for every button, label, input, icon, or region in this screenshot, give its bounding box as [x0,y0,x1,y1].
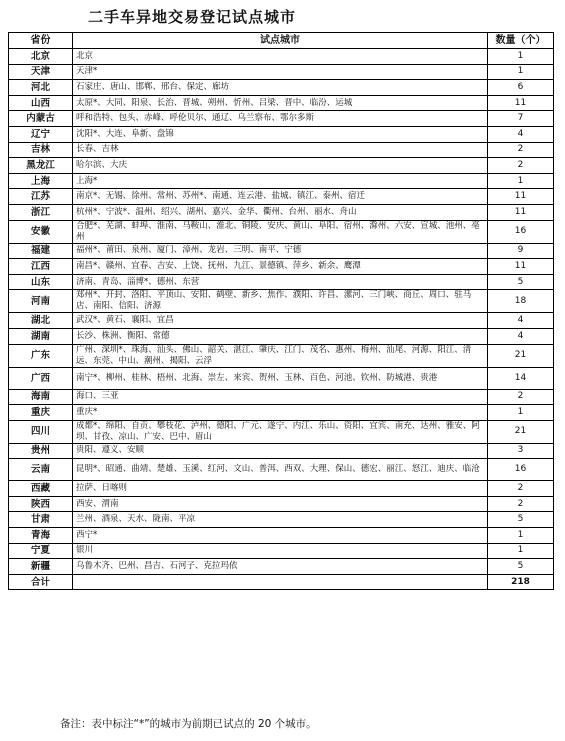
table-row [9,344,554,367]
table-row [9,328,554,344]
cities-cell: 呼和浩特、包头、赤峰、呼伦贝尔、通辽、乌兰察布、鄂尔多斯 [73,111,488,127]
count-cell: 6 [488,80,554,96]
cities-cell: 哈尔滨、大庆 [73,158,488,174]
cities-cell: 天津* [73,64,488,80]
count-cell: 14 [488,367,554,389]
count-cell: 4 [488,313,554,329]
table-row [9,111,554,127]
count-cell: 2 [488,158,554,174]
count-cell: 4 [488,126,554,142]
province-cell: 江苏 [9,189,73,205]
cities-cell: 长春、吉林 [73,142,488,158]
table-row [9,189,554,205]
cities-cell: 昆明*、昭通、曲靖、楚雄、玉溪、红河、文山、普洱、西双、大理、保山、德宏、丽江、怒江、迪庆、临沧 [73,459,488,481]
count-cell: 2 [488,142,554,158]
table-row [9,512,554,528]
province-cell: 云南 [9,459,73,481]
table-row [9,405,554,421]
count-cell: 1 [488,543,554,559]
table-row [9,459,554,481]
count-cell: 1 [488,528,554,544]
count-cell: 2 [488,389,554,405]
table-body [9,49,554,590]
cities-cell: 南昌*、赣州、宜春、吉安、上饶、抚州、九江、景德镇、萍乡、新余、鹰潭 [73,259,488,275]
count-cell: 1 [488,173,554,189]
province-cell: 四川 [9,420,73,443]
province-cell: 内蒙古 [9,111,73,127]
total-cities-cell [73,574,488,590]
cities-cell: 石家庄、唐山、邯郸、邢台、保定、廊坊 [73,80,488,96]
count-cell: 5 [488,274,554,290]
total-label-cell: 合计 [9,574,73,590]
count-cell: 5 [488,559,554,575]
table-row [9,158,554,174]
province-cell: 贵州 [9,443,73,459]
count-cell: 21 [488,344,554,367]
cities-cell: 北京 [73,49,488,65]
province-cell: 陕西 [9,496,73,512]
total-row [9,574,554,590]
count-cell: 11 [488,259,554,275]
footnote: 备注：表中标注“*”的城市为前期已试点的 20 个城市。 [60,718,317,730]
province-cell: 广东 [9,344,73,367]
table-row [9,528,554,544]
province-cell: 河北 [9,80,73,96]
cities-cell: 南宁*、柳州、桂林、梧州、北海、崇左、来宾、贺州、玉林、百色、河池、钦州、防城港、贵港 [73,367,488,389]
table-row [9,313,554,329]
table-row [9,290,554,313]
cities-cell: 南京*、无锡、徐州、常州、苏州*、南通、连云港、盐城、镇江、泰州、宿迁 [73,189,488,205]
count-cell: 11 [488,204,554,220]
count-cell: 2 [488,481,554,497]
table-row [9,389,554,405]
table-row [9,80,554,96]
table-row [9,64,554,80]
count-cell: 7 [488,111,554,127]
cities-cell: 银川 [73,543,488,559]
province-cell: 北京 [9,49,73,65]
table-row [9,142,554,158]
province-cell: 甘肃 [9,512,73,528]
count-cell: 1 [488,405,554,421]
table-row [9,49,554,65]
cities-cell: 武汉*、黄石、襄阳、宜昌 [73,313,488,329]
province-cell: 山东 [9,274,73,290]
count-cell: 21 [488,420,554,443]
province-cell: 天津 [9,64,73,80]
province-cell: 重庆 [9,405,73,421]
province-cell: 湖南 [9,328,73,344]
cities-cell: 太原*、大同、阳泉、长治、晋城、朔州、忻州、吕梁、晋中、临汾、运城 [73,95,488,111]
count-cell: 16 [488,459,554,481]
cities-cell: 海口、三亚 [73,389,488,405]
count-cell: 11 [488,95,554,111]
province-cell: 浙江 [9,204,73,220]
table-row [9,259,554,275]
table-row [9,243,554,259]
table-row [9,443,554,459]
page-title: 二手车异地交易登记试点城市 [88,8,297,26]
count-cell: 9 [488,243,554,259]
table-row [9,204,554,220]
count-cell: 18 [488,290,554,313]
table-row [9,220,554,243]
table-row [9,559,554,575]
count-cell: 4 [488,328,554,344]
count-cell: 1 [488,64,554,80]
province-cell: 山西 [9,95,73,111]
table-row [9,126,554,142]
province-cell: 黑龙江 [9,158,73,174]
header-province: 省份 [9,33,73,49]
cities-cell: 沈阳*、大连、阜新、盘锦 [73,126,488,142]
cities-cell: 郑州*、开封、洛阳、平顶山、安阳、鹤壁、新乡、焦作、濮阳、许昌、漯河、三门峡、商丘、周口、驻马店、南阳、信阳、济源 [73,290,488,313]
header-cities: 试点城市 [73,33,488,49]
table-row [9,481,554,497]
province-cell: 辽宁 [9,126,73,142]
province-cell: 青海 [9,528,73,544]
cities-cell: 兰州、酒泉、天水、陇南、平凉 [73,512,488,528]
province-cell: 福建 [9,243,73,259]
count-cell: 2 [488,496,554,512]
province-cell: 安徽 [9,220,73,243]
count-cell: 1 [488,49,554,65]
cities-cell: 重庆* [73,405,488,421]
table-header-row [9,33,554,49]
province-cell: 宁夏 [9,543,73,559]
province-cell: 江西 [9,259,73,275]
cities-cell: 乌鲁木齐、巴州、昌吉、石河子、克拉玛依 [73,559,488,575]
cities-cell: 西安、渭南 [73,496,488,512]
table-row [9,496,554,512]
province-cell: 西藏 [9,481,73,497]
province-cell: 海南 [9,389,73,405]
province-cell: 湖北 [9,313,73,329]
cities-cell: 杭州*、宁波*、温州、绍兴、湖州、嘉兴、金华、衢州、台州、丽水、舟山 [73,204,488,220]
table-row [9,420,554,443]
count-cell: 5 [488,512,554,528]
count-cell: 3 [488,443,554,459]
province-cell: 新疆 [9,559,73,575]
table-row [9,173,554,189]
province-cell: 上海 [9,173,73,189]
province-cell: 吉林 [9,142,73,158]
cities-cell: 广州、深圳*、珠海、汕头、佛山、韶关、湛江、肇庆、江门、茂名、惠州、梅州、汕尾、河源、阳江、清远、东莞、中山、潮州、揭阳、云浮 [73,344,488,367]
cities-cell: 上海* [73,173,488,189]
province-cell: 河南 [9,290,73,313]
cities-cell: 成都*、绵阳、自贡、攀枝花、泸州、德阳、广元、遂宁、内江、乐山、资阳、宜宾、南充、达州、雅安、阿坝、甘孜、凉山、广安、巴中、眉山 [73,420,488,443]
cities-cell: 西宁* [73,528,488,544]
count-cell: 16 [488,220,554,243]
table-row [9,367,554,389]
cities-cell: 贵阳、遵义、安顺 [73,443,488,459]
cities-cell: 拉萨、日喀则 [73,481,488,497]
table-row [9,95,554,111]
table-row [9,543,554,559]
cities-cell: 长沙、株洲、衡阳、常德 [73,328,488,344]
table-row [9,274,554,290]
cities-cell: 合肥*、芜湖、蚌埠、淮南、马鞍山、淮北、铜陵、安庆、黄山、阜阳、宿州、滁州、六安、宣城、池州、亳州 [73,220,488,243]
total-count-cell: 218 [488,574,554,590]
province-cell: 广西 [9,367,73,389]
cities-cell: 福州*、莆田、泉州、厦门、漳州、龙岩、三明、南平、宁德 [73,243,488,259]
cities-cell: 济南、青岛、淄博*、德州、东营 [73,274,488,290]
count-cell: 11 [488,189,554,205]
header-count: 数量（个） [488,33,554,49]
pilot-city-table [8,32,554,590]
